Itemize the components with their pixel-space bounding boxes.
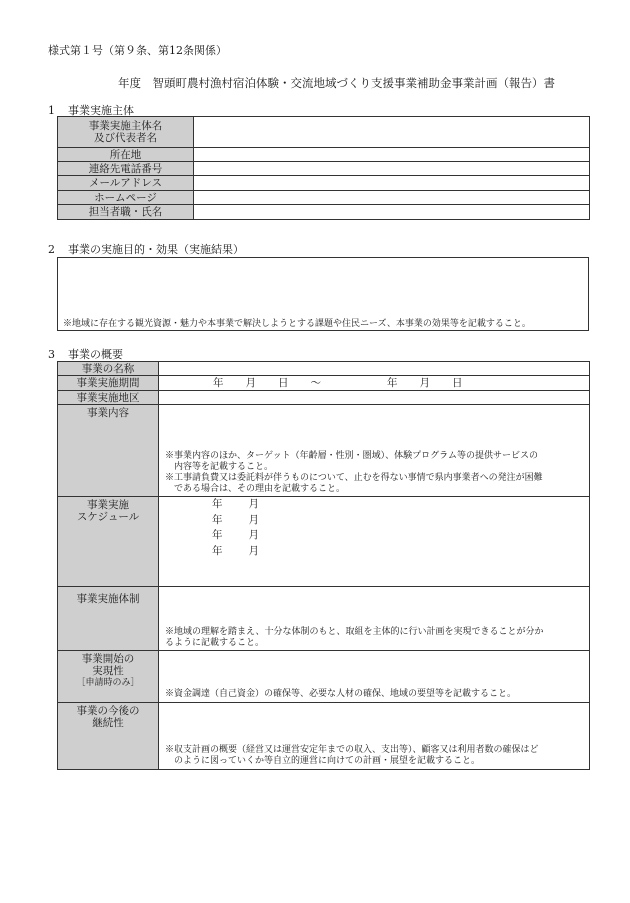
purpose-effect-box[interactable] (57, 257, 589, 331)
schedule-entry-4: 年 月 (212, 544, 259, 557)
project-name-field[interactable] (159, 362, 590, 376)
section3-number: 3 (48, 348, 55, 361)
content-note2-line2: である場合は、その理由を記載すること。 (174, 484, 346, 494)
period-start-day: 日 (278, 377, 289, 389)
schedule-entry-2: 年 月 (212, 513, 259, 526)
label-future-line2: 継続性 (92, 717, 124, 729)
entity-name-field[interactable] (194, 117, 590, 148)
row-project-name (58, 362, 590, 376)
row-structure (58, 587, 590, 651)
label-homepage: ホームページ (58, 191, 194, 205)
label-contact-person: 担当者職・氏名 (58, 205, 194, 220)
period-end-day: 日 (452, 377, 463, 389)
label-email: メールアドレス (58, 176, 194, 191)
label-schedule-line2: スケジュール (76, 511, 140, 523)
contact-person-field[interactable] (194, 205, 590, 220)
section3-heading (48, 346, 123, 362)
schedule-entry-3: 年 月 (212, 529, 259, 541)
section2-title: 事業の実施目的・効果（実施結果） (68, 243, 244, 256)
project-area-field[interactable] (159, 391, 590, 405)
row-schedule (58, 497, 590, 587)
row-entity-name (58, 117, 590, 148)
row-project-content (58, 405, 590, 497)
schedule-field[interactable] (159, 497, 590, 587)
label-structure: 事業実施体制 (58, 587, 159, 651)
content-note1-line1: ※事業内容のほか、ターゲット（年齢層・性別・圏域）、体験プログラム等の提供サービスの (165, 451, 539, 461)
label-feasibility-line2: 実現性 (92, 665, 124, 677)
period-start-month: 月 (245, 377, 256, 389)
content-note1-line2: 内容等を記載すること。 (174, 462, 274, 472)
period-start-year: 年 (213, 377, 224, 389)
project-content-field[interactable] (159, 405, 590, 497)
label-entity-name: 事業実施主体名 (88, 120, 163, 132)
project-period-field[interactable] (159, 376, 590, 391)
section1-title: 事業実施主体 (68, 104, 134, 117)
label-project-name: 事業の名称 (58, 362, 159, 376)
homepage-field[interactable] (194, 191, 590, 205)
section1-table (57, 116, 590, 220)
phone-field[interactable] (194, 162, 590, 176)
email-field[interactable] (194, 176, 590, 191)
label-feasibility-line1: 事業開始の (81, 653, 135, 665)
label-project-period: 事業実施期間 (58, 376, 159, 391)
structure-field[interactable] (159, 587, 590, 651)
feasibility-note: ※資金調達（自己資金）の確保等、必要な人材の確保、地域の要望等を記載すること。 (165, 689, 517, 699)
row-feasibility (58, 651, 590, 703)
structure-note-line2: るように記載すること。 (165, 638, 265, 648)
schedule-entry-1: 年 月 (212, 498, 259, 510)
structure-note-line1: ※地域の理解を踏まえ、十分な体制のもと、取組を主体的に行い計画を実現できることが分か (165, 627, 544, 637)
row-contact-person (58, 205, 590, 220)
label-project-content: 事業内容 (58, 405, 159, 497)
address-field[interactable] (194, 148, 590, 162)
section2-number: 2 (48, 243, 55, 256)
row-future (58, 703, 590, 770)
label-schedule-line1: 事業実施 (87, 499, 129, 511)
row-email (58, 176, 590, 191)
document-title: 年度 智頭町農村漁村宿泊体験・交流地域づくり支援事業補助金事業計画（報告）書 (118, 76, 555, 90)
label-phone: 連絡先電話番号 (58, 162, 194, 176)
row-address (58, 148, 590, 162)
section3-table (57, 361, 590, 770)
future-note-line1: ※収支計画の概要（経営又は運営安定年までの収入、支出等）、顧客又は利用者数の確保はど (165, 745, 539, 755)
row-homepage (58, 191, 590, 205)
section2-heading (48, 241, 244, 257)
label-feasibility-bracket: ［申請時のみ］ (76, 678, 140, 688)
form-number: 様式第１号（第９条、第12条関係） (48, 44, 227, 57)
label-representative: 及び代表者名 (94, 132, 157, 144)
future-field[interactable] (159, 703, 590, 770)
label-project-area: 事業実施地区 (58, 391, 159, 405)
row-project-period (58, 376, 590, 391)
label-address: 所在地 (58, 148, 194, 162)
content-note2-line1: ※工事請負費又は委託料が伴うものについて、止むを得ない事情で県内事業者への発注が困難 (165, 473, 543, 483)
period-end-year: 年 (387, 377, 398, 389)
row-project-area (58, 391, 590, 405)
section3-title: 事業の概要 (68, 348, 123, 361)
row-phone (58, 162, 590, 176)
period-tilde: ～ (310, 377, 321, 389)
future-note-line2: のように図っていくか等自立的運営に向けての計画・展望を記載すること。 (174, 756, 481, 766)
purpose-note: ※地域に存在する観光資源・魅力や本事業で解決しようとする課題や住民ニーズ、本事業の効果等を記載すること。 (63, 319, 531, 329)
section1-number: 1 (48, 104, 55, 117)
feasibility-field[interactable] (159, 651, 590, 703)
label-future-line1: 事業の今後の (76, 705, 140, 717)
period-end-month: 月 (419, 377, 430, 389)
